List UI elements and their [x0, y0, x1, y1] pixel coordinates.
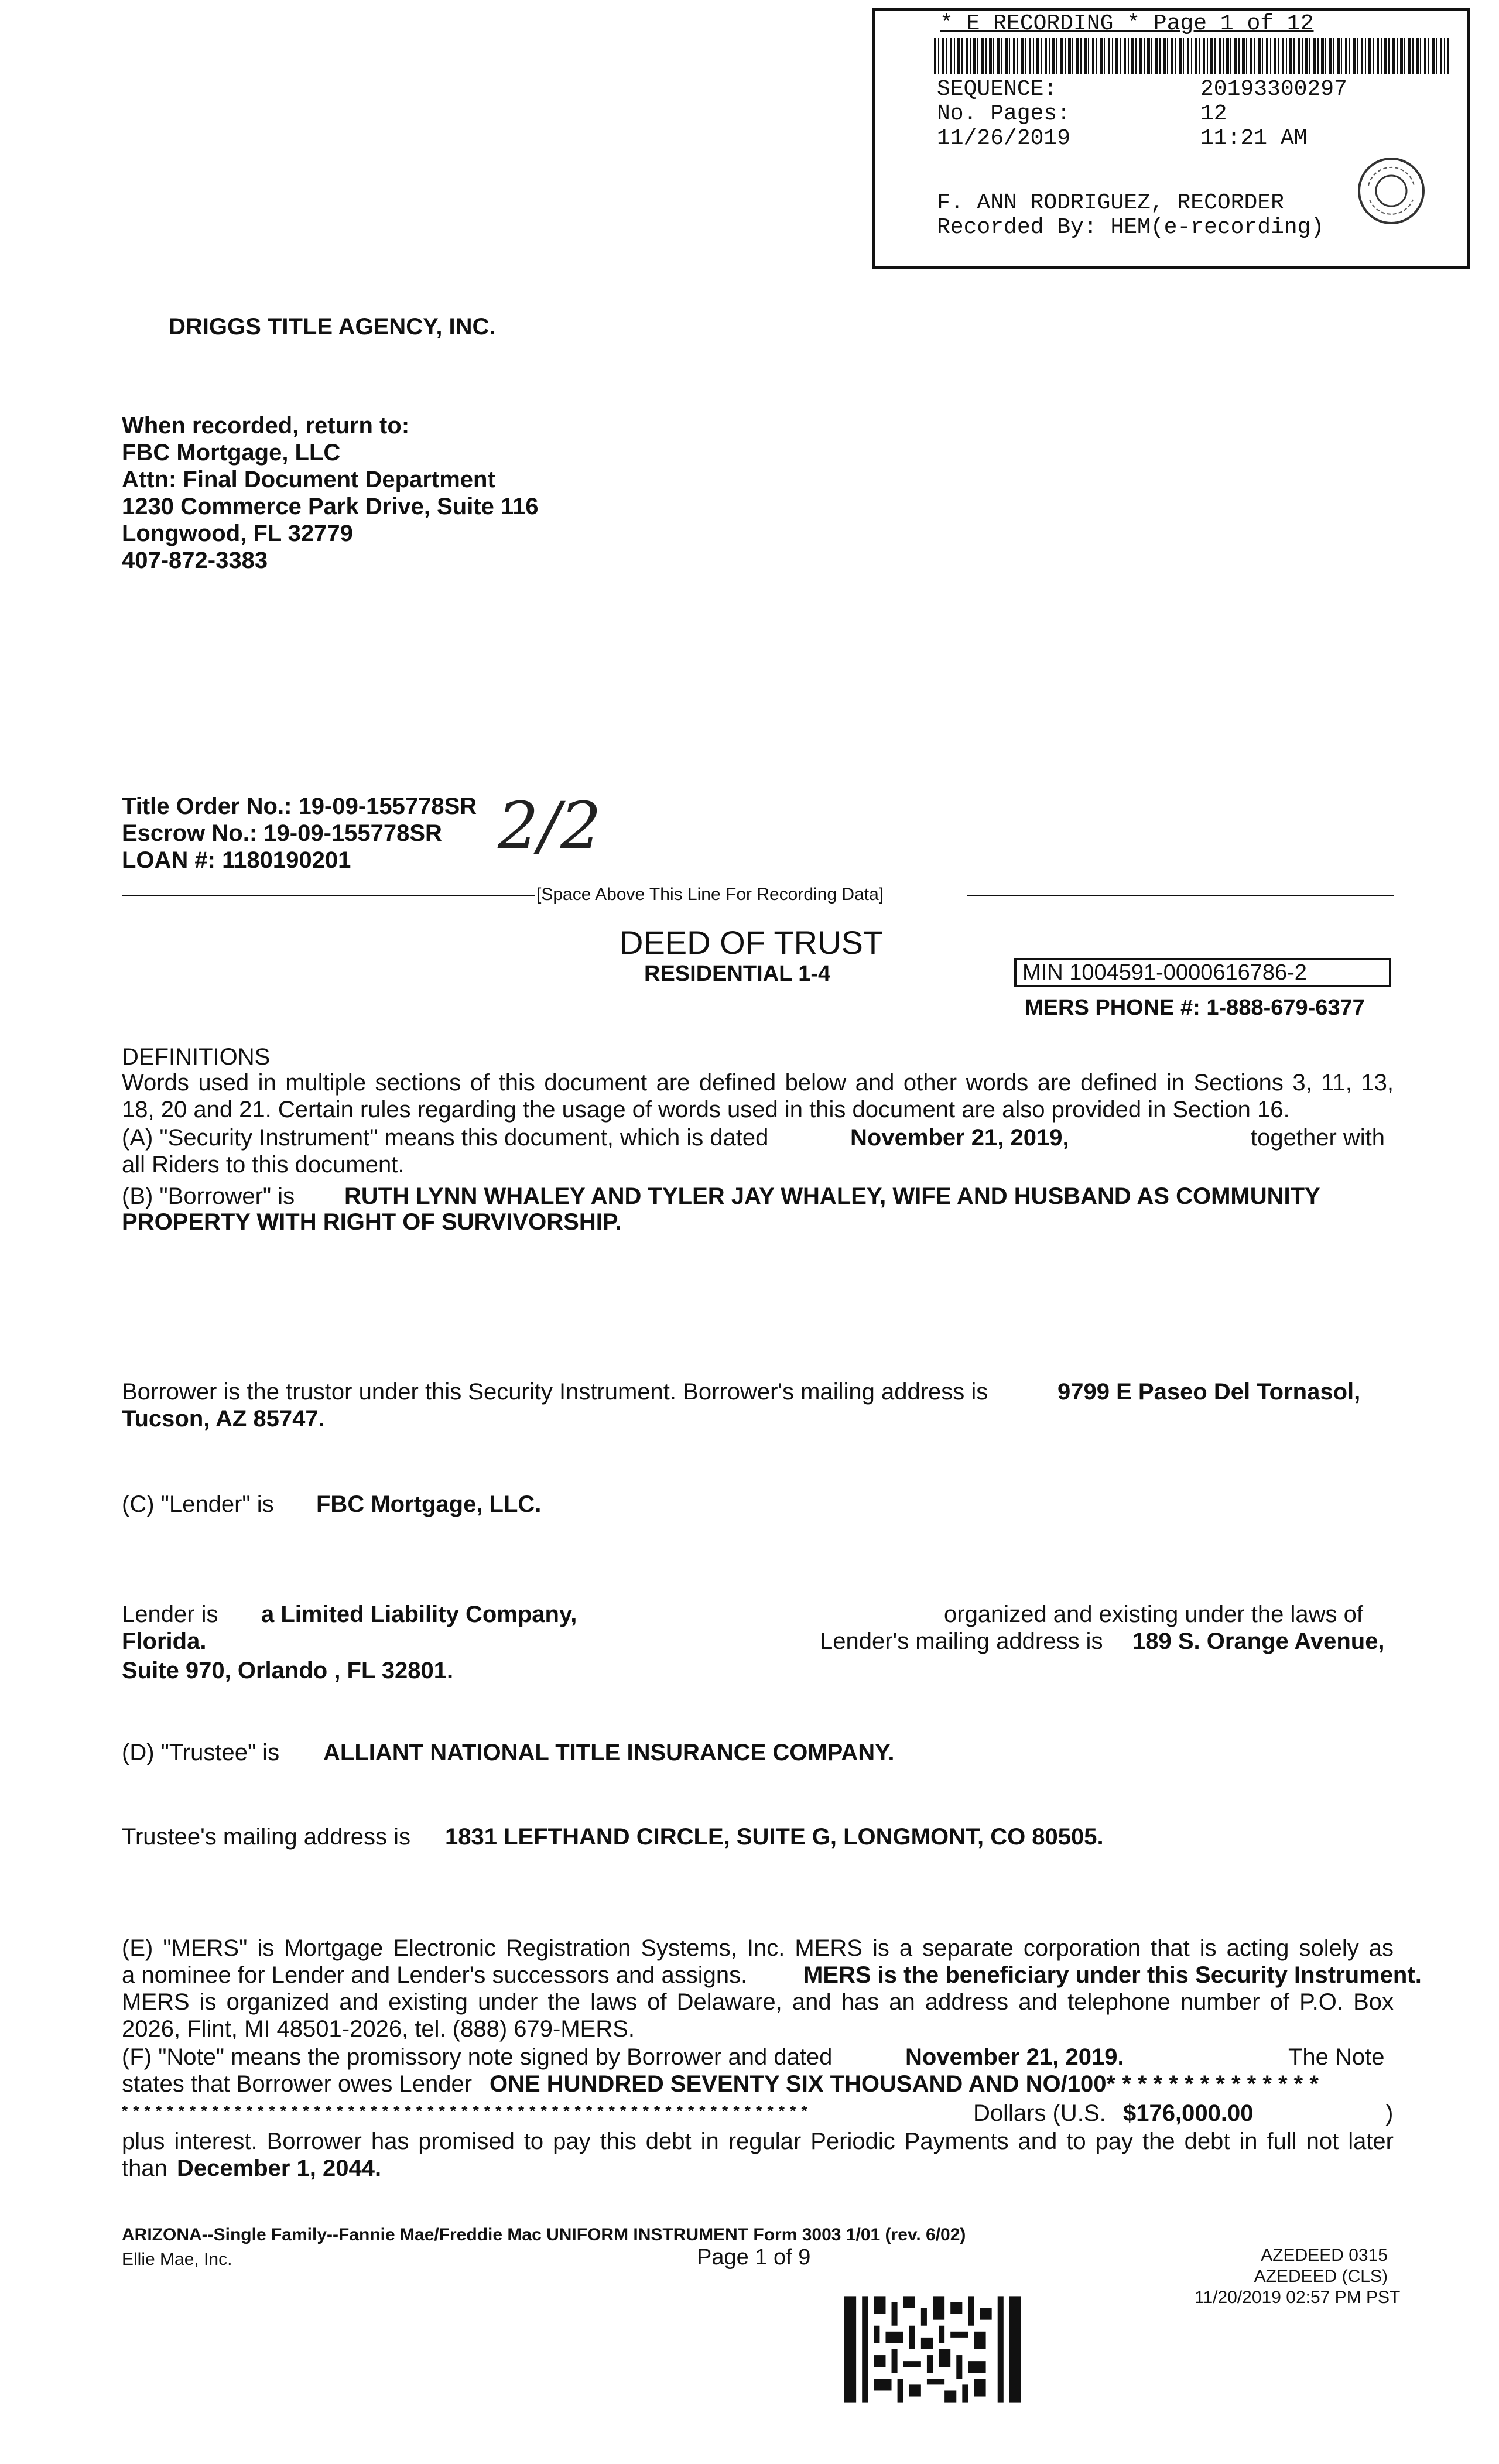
- maturity-date: December 1, 2044.: [177, 2155, 382, 2181]
- def-e-bold: MERS is the beneficiary under this Security Instrument.: [803, 1962, 1422, 1988]
- lender-mail-label: Lender's mailing address is: [820, 1628, 1103, 1654]
- lender-type: a Limited Liability Company,: [261, 1601, 577, 1627]
- escrow-number: Escrow No.: 19-09-155778SR: [122, 820, 442, 846]
- recorded-by: Recorded By: HEM(e-recording): [937, 215, 1325, 240]
- recording-barcode: [934, 38, 1449, 74]
- recording-time: 11:21 AM: [1200, 126, 1308, 151]
- county-seal-icon: [1357, 156, 1426, 225]
- title-order-number: Title Order No.: 19-09-155778SR: [122, 793, 477, 819]
- trustor-text: Borrower is the trustor under this Security Instrument. Borrower's mailing address is: [122, 1379, 988, 1405]
- lender-is-label: Lender is: [122, 1601, 218, 1627]
- loan-number: LOAN #: 1180190201: [122, 847, 351, 873]
- pdf417-barcode-icon: [844, 2295, 1021, 2403]
- borrower-address-cont: Tucson, AZ 85747.: [122, 1406, 325, 1432]
- footer-form: ARIZONA--Single Family--Fannie Mae/Freddie Mac UNIFORM INSTRUMENT Form 3003 1/01 (rev. 6/02): [122, 2225, 966, 2244]
- return-to-line: 407-872-3383: [122, 547, 268, 573]
- return-to-line: FBC Mortgage, LLC: [122, 440, 341, 466]
- min-box: MIN 1004591-0000616786-2: [1014, 958, 1391, 987]
- def-e-line: (E) "MERS" is Mortgage Electronic Registration Systems, Inc. MERS is a separate corporation that is acting solely as: [122, 1935, 1394, 1961]
- footer-codes: [1195, 2245, 1401, 2308]
- footer-timestamp: 11/20/2019 02:57 PM PST: [1195, 2288, 1401, 2307]
- trustee-mail-label: Trustee's mailing address is: [122, 1824, 411, 1850]
- lender-name: FBC Mortgage, LLC.: [316, 1491, 542, 1517]
- footer-code: AZEDEED 0315: [1261, 2246, 1388, 2265]
- document-subtitle: RESIDENTIAL 1-4: [644, 961, 831, 986]
- space-above-line: [Space Above This Line For Recording Data]: [536, 885, 884, 904]
- return-to-block: [122, 412, 539, 574]
- recorder-name: F. ANN RODRIGUEZ, RECORDER: [937, 190, 1284, 215]
- def-d-text: (D) "Trustee" is: [122, 1740, 280, 1765]
- def-e-line: a nominee for Lender and Lender's successors and assigns.: [122, 1962, 748, 1988]
- title-agency: DRIGGS TITLE AGENCY, INC.: [169, 314, 496, 340]
- def-a-riders: all Riders to this document.: [122, 1152, 405, 1178]
- lender-mail-address: 189 S. Orange Avenue,: [1132, 1628, 1385, 1654]
- trustee-name: ALLIANT NATIONAL TITLE INSURANCE COMPANY.: [323, 1740, 895, 1765]
- pages-label: No. Pages:: [937, 101, 1071, 126]
- def-e-line: 2026, Flint, MI 48501-2026, tel. (888) 679-MERS.: [122, 2016, 635, 2042]
- mers-phone: MERS PHONE #: 1-888-679-6377: [1025, 995, 1365, 1020]
- separator-left: [122, 895, 535, 896]
- def-b-borrower-name-cont: PROPERTY WITH RIGHT OF SURVIVORSHIP.: [122, 1209, 622, 1235]
- loan-amount-words: ONE HUNDRED SEVENTY SIX THOUSAND AND NO/100* * * * * * * * * * * * * *: [490, 2071, 1319, 2097]
- lender-mail-address-cont: Suite 970, Orlando , FL 32801.: [122, 1658, 454, 1683]
- def-f-text: (F) "Note" means the promissory note signed by Borrower and dated: [122, 2044, 833, 2070]
- definitions-heading: DEFINITIONS: [122, 1044, 271, 1070]
- lender-state: Florida.: [122, 1628, 207, 1654]
- return-to-line: Longwood, FL 32779: [122, 521, 353, 546]
- def-c-text: (C) "Lender" is: [122, 1491, 274, 1517]
- loan-amount: $176,000.00: [1123, 2100, 1254, 2126]
- lender-org-text: organized and existing under the laws of: [944, 1601, 1364, 1627]
- recording-stamp: [872, 8, 1470, 269]
- sequence-label: SEQUENCE:: [937, 77, 1057, 102]
- note-date: November 21, 2019.: [905, 2044, 1124, 2070]
- order-block: [122, 793, 477, 874]
- footer-page-number: Page 1 of 9: [697, 2245, 811, 2270]
- dollars-label: Dollars (U.S.: [973, 2100, 1106, 2126]
- footer-code: AZEDEED (CLS): [1254, 2267, 1388, 2286]
- def-b-borrower-name: RUTH LYNN WHALEY AND TYLER JAY WHALEY, WIFE AND HUSBAND AS COMMUNITY: [344, 1183, 1320, 1209]
- def-f-than: than: [122, 2155, 167, 2181]
- def-f-post: The Note: [1288, 2044, 1385, 2070]
- def-f-line: plus interest. Borrower has promised to pay this debt in regular Periodic Payments and to pay the debt in full not later: [122, 2128, 1394, 2154]
- sequence-value: 20193300297: [1200, 77, 1347, 102]
- trustee-mail-address: 1831 LEFTHAND CIRCLE, SUITE G, LONGMONT, CO 80505.: [445, 1824, 1104, 1850]
- handwritten-note: 2/2: [498, 788, 602, 863]
- return-to-line: Attn: Final Document Department: [122, 467, 495, 492]
- return-to-heading: When recorded, return to:: [122, 413, 410, 439]
- pages-value: 12: [1200, 101, 1227, 126]
- footer-vendor: Ellie Mae, Inc.: [122, 2250, 232, 2269]
- return-to-line: 1230 Commerce Park Drive, Suite 116: [122, 494, 539, 519]
- dollars-close: ): [1385, 2100, 1394, 2126]
- def-a-post: together with: [1251, 1125, 1385, 1151]
- recording-date: 11/26/2019: [937, 126, 1071, 151]
- def-e-line: MERS is organized and existing under the laws of Delaware, and has an address and telephone number of P.O. Box: [122, 1989, 1394, 2015]
- document-title: DEED OF TRUST: [620, 924, 884, 961]
- def-a-date: November 21, 2019,: [850, 1125, 1069, 1151]
- def-a-text: (A) "Security Instrument" means this document, which is dated: [122, 1125, 769, 1151]
- separator-right: [967, 895, 1394, 896]
- definitions-intro-line: 18, 20 and 21. Certain rules regarding the usage of words used in this document are also provided in Section 16.: [122, 1097, 1290, 1123]
- amount-stars: * * * * * * * * * * * * * * * * * * * * * * * * * * * * * * * * * * * * * * * * * * * * * * * * * * * * * * * * * * * * *: [122, 2102, 808, 2120]
- def-b-text: (B) "Borrower" is: [122, 1183, 295, 1209]
- definitions-intro-line: Words used in multiple sections of this document are defined below and other words are defined in Sections 3, 11, 13,: [122, 1070, 1394, 1096]
- def-f-owes: states that Borrower owes Lender: [122, 2071, 473, 2097]
- borrower-address: 9799 E Paseo Del Tornasol,: [1057, 1379, 1361, 1405]
- recording-header: * E RECORDING * Page 1 of 12: [940, 11, 1314, 36]
